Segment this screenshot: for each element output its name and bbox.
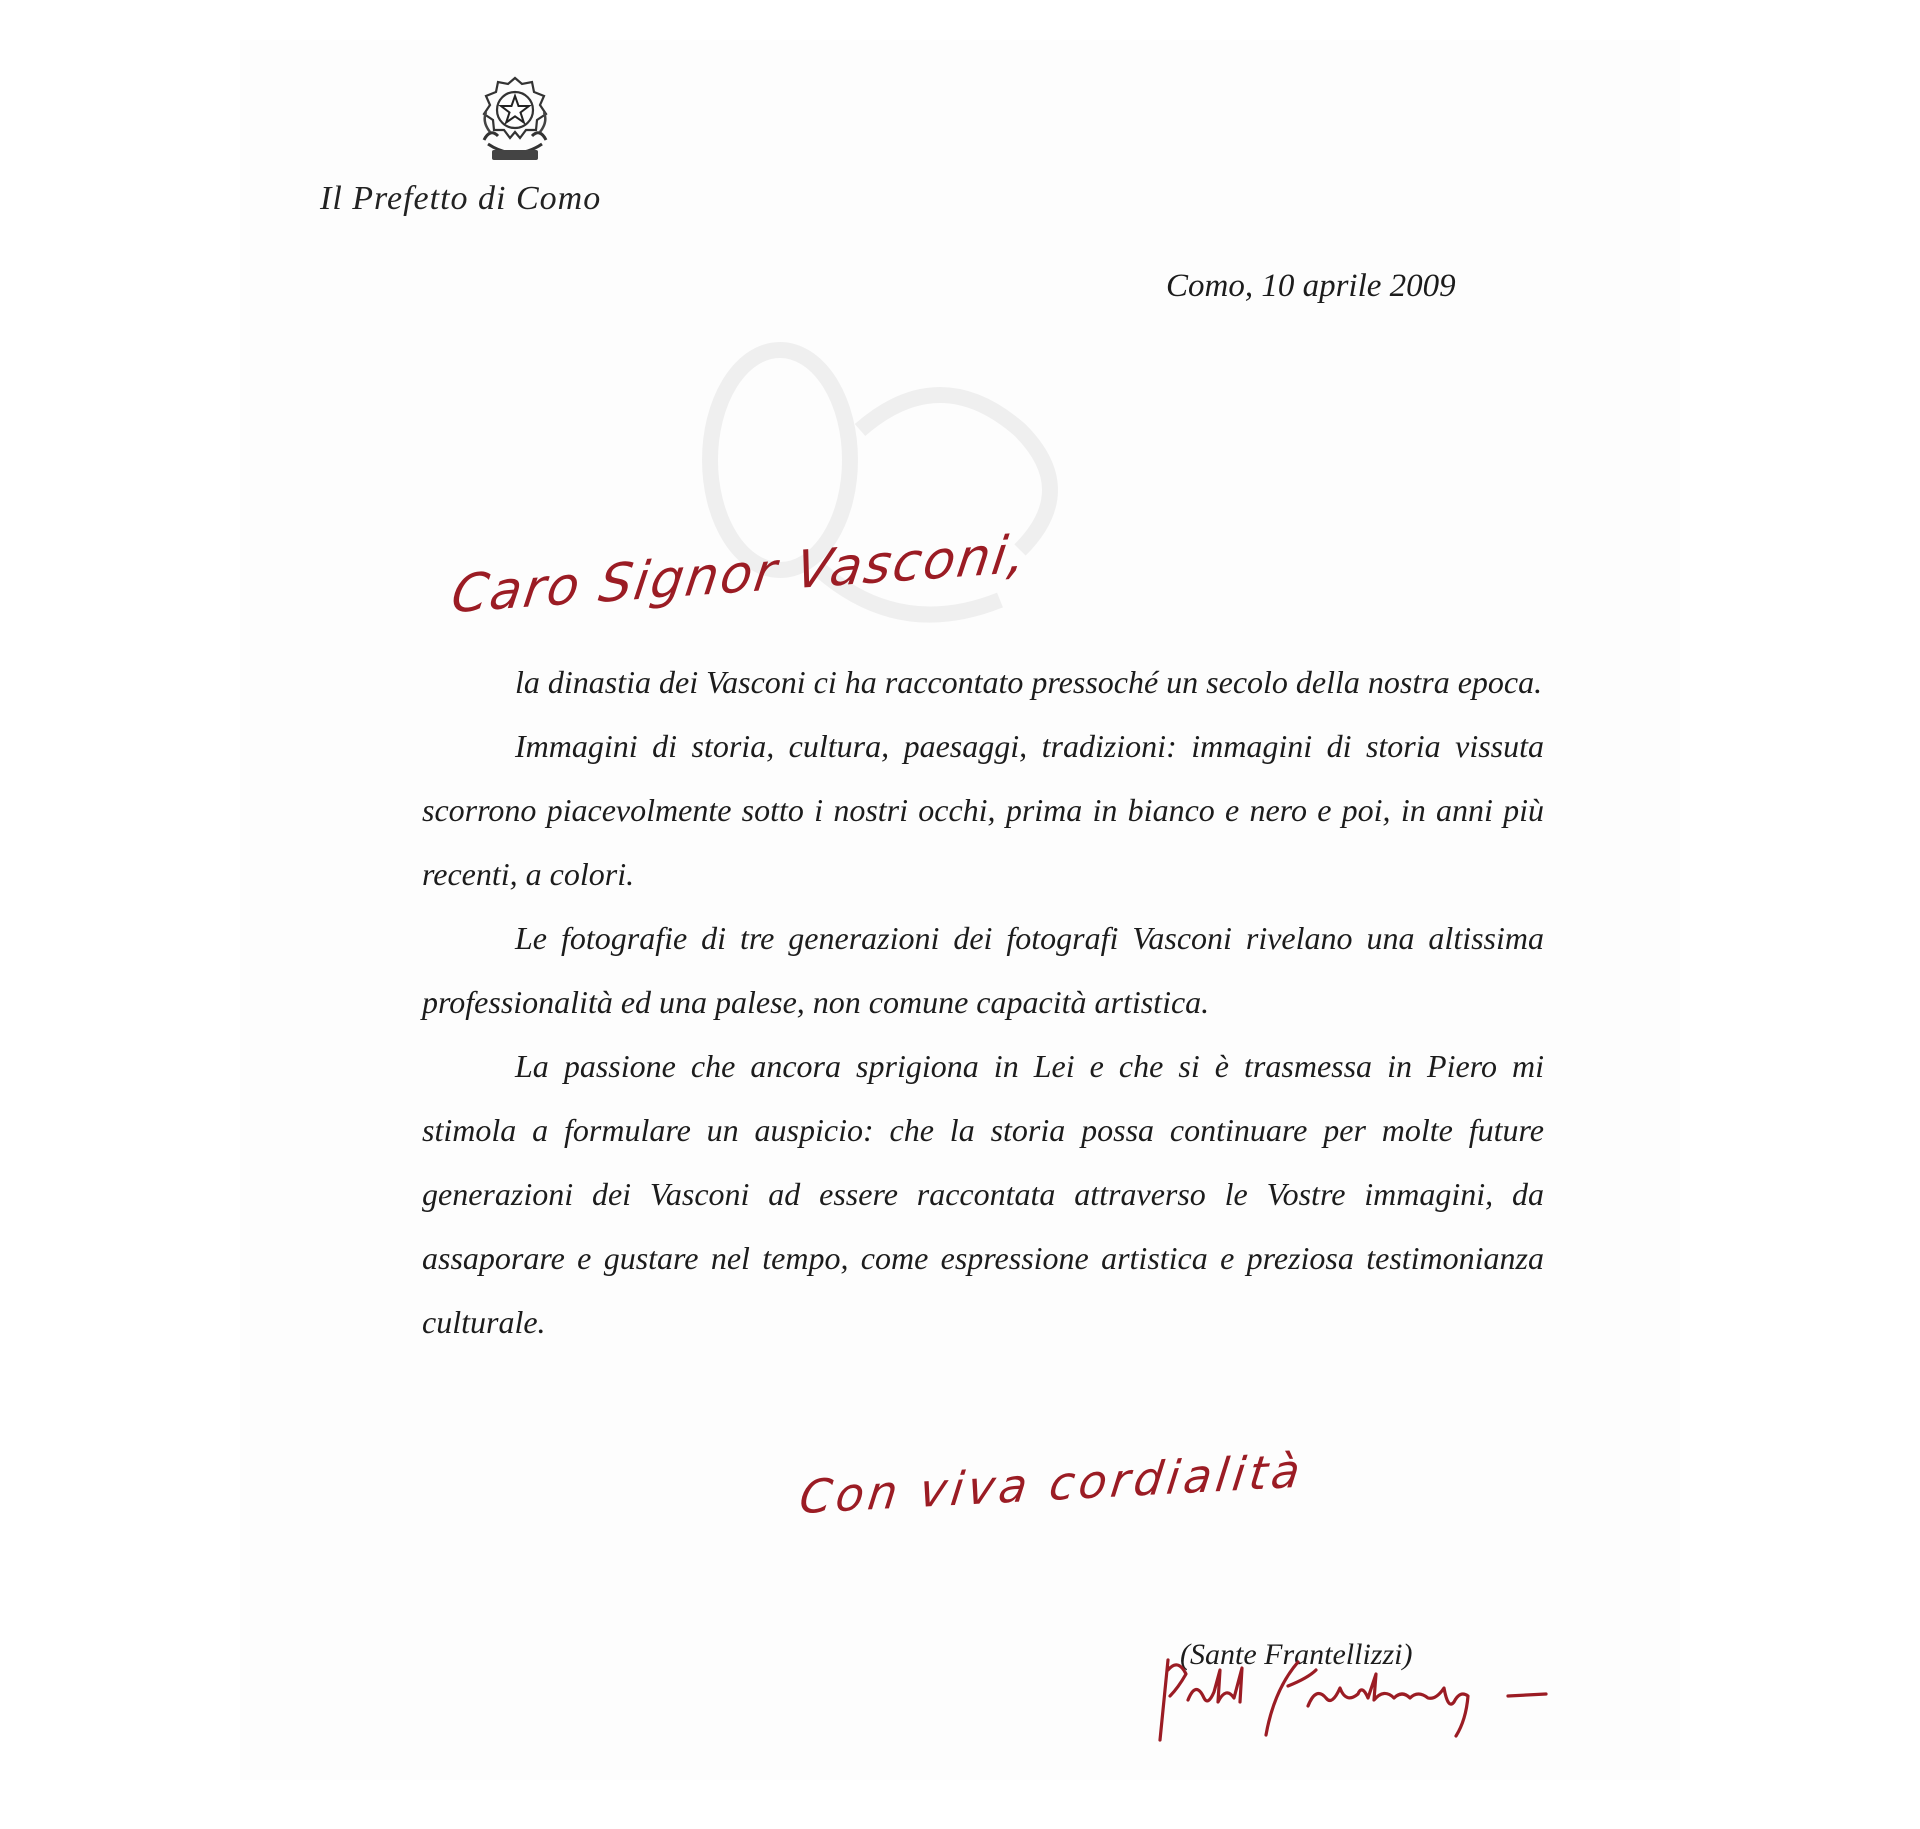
paragraph: Immagini di storia, cultura, paesaggi, tradizioni: immagini di storia vissuta scorrono piacevolmente sotto i nostri occhi, prima in bianco e nero e poi, in anni più recenti, a colori.: [422, 728, 1544, 892]
paragraph: la dinastia dei Vasconi ci ha raccontato pressoché un secolo della nostra epoca.: [515, 664, 1543, 700]
italian-republic-emblem-icon: [470, 70, 560, 170]
handwritten-salutation: Caro Signor Vasconi,: [447, 524, 1032, 626]
handwritten-closing: Con viva cordialità: [796, 1443, 1308, 1525]
letter-date: Como, 10 aprile 2009: [1166, 268, 1456, 304]
watermark: [640, 320, 1140, 660]
signer-name: (Sante Frantellizzi): [1180, 1638, 1413, 1671]
office-title: Il Prefetto di Como: [320, 180, 602, 217]
handwritten-signature: [1148, 1640, 1568, 1750]
paragraph: La passione che ancora sprigiona in Lei e che si è trasmessa in Piero mi stimola a formulare un auspicio: che la storia possa continuare per molte future generazioni dei Vasconi ad essere raccontata attraverso le Vostre immagini, da assaporare e gustare nel tempo, come espressione artistica e preziosa testimonianza culturale.: [422, 1048, 1544, 1340]
letter-body: [422, 650, 1544, 1354]
paragraph: Le fotografie di tre generazioni dei fotografi Vasconi rivelano una altissima professionalità ed una palese, non comune capacità artistica.: [422, 920, 1544, 1020]
